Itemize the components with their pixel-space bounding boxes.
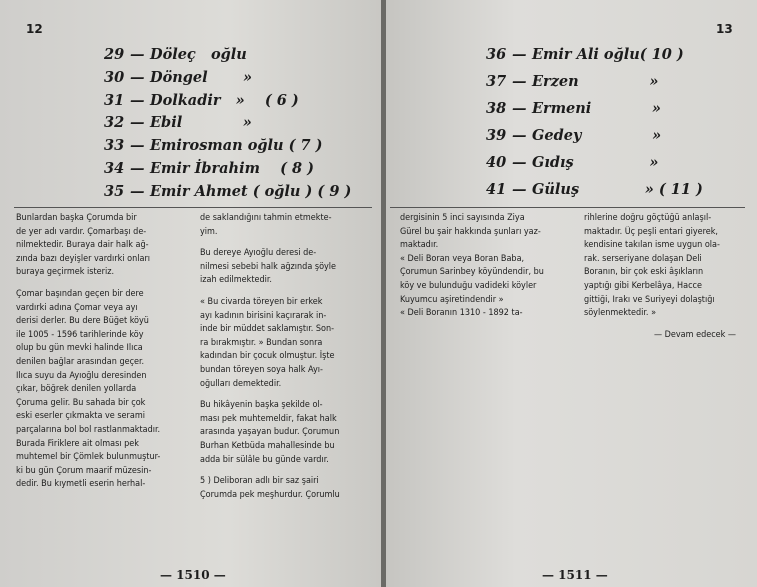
left-folio: — 1510 —: [160, 568, 226, 582]
name-entry-name: Emir İbrahim ( 8 ): [150, 160, 315, 177]
text-line: eski eserler çıkmakta ve serami: [16, 411, 145, 422]
text-line: nilmektedir. Buraya dair halk ağ-: [16, 240, 149, 251]
text-line: — Devam edecek —: [653, 329, 736, 340]
text-line: Çoruma gelir. Bu sahada bir çok: [16, 397, 146, 408]
name-entry-name: Döleç oğlu: [150, 46, 247, 63]
name-entry-number: 41: [486, 181, 507, 198]
text-line: arasında yaşayan budur. Çorumun: [200, 427, 340, 438]
text-line: çıkar, böğrek denilen yollarda: [16, 384, 137, 395]
text-line: rak. serseriyane dolaşan Deli: [584, 253, 702, 264]
text-line: maktadır.: [400, 240, 439, 251]
text-line: Çomar başından geçen bir dere: [16, 288, 144, 299]
text-line: buraya geçirmek isteriz.: [16, 267, 115, 278]
paragraph-gap: [584, 321, 744, 329]
name-entry-name: Ermeni »: [532, 100, 661, 117]
paragraph-gap: [200, 239, 366, 247]
text-line: ile 1005 - 1596 tarihlerinde köy: [16, 329, 144, 340]
text-line: de yer adı vardır. Çomarbaşı de-: [16, 226, 147, 237]
text-line: zında bazı deyişler vardırki onları: [16, 253, 151, 264]
right-folio: — 1511 —: [542, 568, 608, 582]
left-column-2: [200, 212, 366, 502]
name-entry-dash: —: [130, 68, 145, 86]
text-line: Burhan Ketbüda mahallesinde bu: [200, 440, 335, 451]
right-column-2: [584, 212, 744, 342]
name-entry-name: Emirosman oğlu ( 7 ): [150, 137, 323, 155]
text-line: izah edilmektedir.: [200, 275, 272, 286]
text-line: Burada Firiklere ait olması pek: [16, 438, 139, 449]
name-entry-dash: —: [512, 46, 527, 63]
paragraph-gap: [200, 467, 366, 475]
text-line: dedir. Bu kıymetli eserin herhal-: [16, 479, 146, 490]
name-entry: [0, 158, 381, 180]
name-entry: [386, 125, 757, 147]
right-page: [386, 0, 757, 587]
name-entry: [386, 44, 757, 66]
name-entry-dash: —: [130, 160, 145, 177]
name-entry-name: Erzen »: [532, 73, 659, 90]
name-entry-dash: —: [512, 181, 527, 198]
text-line: Çorumda pek meşhurdur. Çorumlu: [200, 489, 340, 500]
name-entry-dash: —: [512, 127, 527, 144]
text-line: de saklandığını tahmin etmekte-: [200, 213, 332, 223]
name-entry-dash: —: [130, 91, 145, 109]
text-line: denilen bağlar arasından geçer.: [16, 356, 145, 367]
text-line: Kuyumcu aşiretindendir »: [400, 294, 504, 305]
name-entry-name: Ebil »: [150, 114, 252, 132]
name-entry-number: 33: [104, 137, 125, 155]
name-entry-number: 40: [486, 154, 507, 171]
text-line: « Deli Boranın 1310 - 1892 ta-: [400, 308, 523, 319]
name-entry-name: Emir Ali oğlu( 10 ): [532, 46, 684, 63]
text-line: ki bu gün Çorum maarif müzesin-: [16, 465, 152, 476]
name-entry: [0, 135, 381, 157]
text-line: Çorumun Sarinbey köyündendir, bu: [400, 267, 544, 278]
name-entry-number: 30: [104, 68, 125, 86]
text-line: parçalarına bol bol rastlanmaktadır.: [16, 424, 161, 435]
name-entry-number: 32: [104, 114, 125, 132]
name-entry: [386, 152, 757, 174]
name-entry: [0, 112, 381, 134]
text-line: olup bu gün mevki halinde Ilıca: [16, 343, 143, 354]
paragraph-gap: [16, 280, 182, 288]
name-entry-number: 34: [104, 160, 125, 177]
text-line: ması pek muhtemeldir, fakat halk: [200, 413, 337, 424]
name-entry-number: 37: [486, 73, 507, 90]
name-entry-name: Dolkadir » ( 6 ): [150, 91, 299, 109]
name-entry-name: Emir Ahmet ( oğlu ) ( 9 ): [150, 182, 352, 200]
name-entry-dash: —: [130, 46, 145, 63]
name-entry: [0, 67, 381, 89]
name-entry-name: Gıdış »: [532, 154, 659, 171]
text-line: nilmesi sebebi halk ağzında şöyle: [200, 261, 337, 272]
text-line: ayı kadının birisini kaçırarak in-: [200, 310, 327, 321]
name-entry-number: 39: [486, 127, 507, 144]
left-divider: [14, 207, 372, 208]
text-line: kadından bir çocuk olmuştur. İşte: [200, 351, 335, 362]
text-line: Boranın, bir çok eski âşıkların: [584, 267, 704, 278]
text-line: « Bu civarda töreyen bir erkek: [200, 296, 323, 307]
text-line: oğulları demektedir.: [200, 378, 282, 389]
text-line: söylenmektedir. »: [584, 308, 657, 319]
name-entry: [0, 90, 381, 112]
left-page-number: 12: [26, 22, 43, 36]
name-entry: [0, 44, 381, 66]
name-entry-number: 38: [486, 100, 507, 117]
name-entry: [386, 179, 757, 201]
name-entry-dash: —: [512, 154, 527, 171]
name-entry-name: Döngel »: [150, 68, 253, 86]
text-line: ra bırakmıştır. » Bundan sonra: [200, 337, 323, 348]
name-entry-dash: —: [130, 137, 145, 155]
paragraph-gap: [200, 391, 366, 399]
text-line: « Deli Boran veya Boran Baba,: [400, 253, 525, 264]
text-line: adda bir sülâle bu günde vardır.: [200, 454, 329, 465]
text-line: yim.: [200, 226, 218, 237]
right-column-1: [400, 212, 560, 321]
name-entry-number: 36: [486, 46, 507, 63]
name-entry: [386, 98, 757, 120]
name-entry-number: 29: [104, 46, 125, 63]
text-line: yaptığı gibi Kerbelâya, Hacce: [584, 280, 702, 291]
text-line: rihlerine doğru göçtüğü anlaşıl-: [584, 213, 712, 223]
text-line: gittiği, Irakı ve Suriyeyi dolaştığı: [584, 294, 715, 305]
right-page-number: 13: [716, 22, 733, 36]
name-entry-number: 31: [104, 91, 125, 109]
name-entry-dash: —: [512, 100, 527, 117]
text-line: Gürel bu şair hakkında şunları yaz-: [400, 226, 541, 237]
paragraph-gap: [200, 288, 366, 296]
text-line: köy ve bulunduğu vadideki köyler: [400, 280, 537, 291]
name-entry: [0, 181, 381, 203]
text-line: vardırki adına Çomar veya ayı: [16, 302, 138, 313]
text-line: 5 ) Deliboran adlı bir saz şairi: [200, 476, 319, 487]
name-entry-name: Gedey »: [532, 127, 662, 144]
text-line: Bu hikâyenin başka şekilde ol-: [200, 400, 323, 411]
name-entry-dash: —: [130, 114, 145, 132]
name-entry-dash: —: [512, 73, 527, 90]
text-line: bundan töreyen soya halk Ayı-: [200, 364, 323, 375]
text-line: inde bir müddet saklamıştır. Son-: [200, 324, 335, 335]
text-line: derisi derler. Bu dere Büğet köyü: [16, 316, 149, 327]
name-entry-name: Güluş » ( 11 ): [532, 181, 703, 198]
left-column-1: [16, 212, 182, 492]
name-entry: [386, 71, 757, 93]
text-line: Bunlardan başka Çorumda bir: [16, 213, 137, 223]
text-line: maktadır. Üç peşli entari giyerek,: [584, 226, 719, 237]
name-entry-number: 35: [104, 182, 125, 200]
text-line: Ilıca suyu da Ayıoğlu deresinden: [16, 370, 147, 381]
text-line: kendisine takılan isme uygun ola-: [584, 240, 720, 251]
text-line: muhtemel bir Çömlek bulunmuştur-: [16, 452, 161, 463]
name-entry-dash: —: [130, 182, 145, 200]
text-line: dergisinin 5 inci sayısında Ziya: [400, 213, 525, 223]
right-divider: [390, 207, 745, 208]
text-line: Bu dereye Ayıoğlu deresi de-: [200, 248, 317, 259]
